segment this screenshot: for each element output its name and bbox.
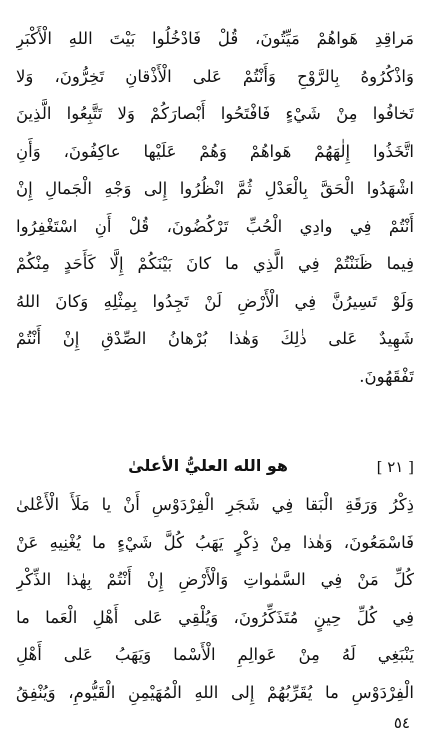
- text-line: وَلَوْ تَسِيرُنَّ فِي الْأَرْضِ لَنْ تَجِدُوا بِمِثْلِهِ وَكانَ اللهُ: [16, 291, 414, 311]
- section-heading: [16, 456, 414, 484]
- text-line: مَراقِدِ هَواهُمْ مَيِّتُونَ، قُلْ فَادْخُلُوا بَيْتَ اللهِ الْأَكْبَرِ: [16, 29, 414, 48]
- text-line: فِي كُلِّ حِينٍ مُتَذَكِّرُونَ، وَيُلْقِي عَلى أَهْلِ الْعَما ما: [16, 607, 414, 627]
- section-number: [ ٢١ ]: [376, 458, 414, 476]
- text-line: تَفْقَهُونَ.: [359, 366, 414, 386]
- text-line: شَهِيدٌ عَلى ذٰلِكَ وَهٰذا بُرْهانُ الصِّدْقِ إِنْ أَنْتُمْ: [16, 329, 414, 348]
- text-line: اشْهَدُوا الْحَقَّ بِالْعَدْلِ ثُمَّ انْظُرُوا إِلى وَجْهِ الْجَمالِ إِنْ: [16, 179, 414, 198]
- text-line: كُلِّ مَنْ فِي السَّمٰواتِ وَالْأَرْضِ إِنْ أَنْتُمْ بِهٰذا الذِّكْرِ: [16, 570, 414, 589]
- paragraph-2: [16, 486, 414, 711]
- text-line: أَنْتُمْ فِي وادِي الْحُبِّ تَرْكُضُونَ، قُلْ أَنِ اسْتَغْفِرُوا: [16, 216, 414, 236]
- text-line: ذِكْرُ وَرَقَةِ الْبَقا فِي شَجَرِ الْفِرْدَوْسِ أَنْ يا مَلَأَ الْأَعْلىٰ: [16, 495, 414, 514]
- page-number: ٥٤: [393, 714, 410, 732]
- section-title: هو الله العليُّ الأعلىٰ: [128, 456, 288, 475]
- text-line: فَاسْمَعُونَ، وَهٰذا مِنْ ذِكْرٍ يَهَبُ كُلَّ شَيْءٍ ما يُغْنِيهِ عَنْ: [16, 532, 414, 552]
- text-line: فِيما ظَنَنْتُمْ فِي الَّذِي ما كانَ بَيْنَكُمْ إِلَّا كَأَحَدٍ مِنْكُمْ: [16, 254, 414, 273]
- text-line: اتَّخَذُوا إِلٰهَهُمْ هَواهُمْ وَهُمْ عَلَيْها عاكِفُونَ، وَأَنِ: [16, 141, 414, 161]
- text-line: تَخافُوا مِنْ شَيْءٍ فَافْتَحُوا أَبْصارَكُمْ وَلا تَتَّبِعُوا الَّذِينَ: [16, 104, 414, 123]
- text-line: الْفِرْدَوْسِ ما يُقَرِّبُهُمْ إِلى اللهِ الْمُهَيْمِنِ الْقَيُّومِ، وَيُنْفِقُ: [16, 682, 414, 702]
- text-line: وَاذْكُرُوهُ بِالرَّوْحِ وَأَنْتُمْ عَلى الْأَذْقانِ تَخِرُّونَ، وَلا: [16, 66, 414, 86]
- text-line: يَنْبَغِي لَهُ مِنْ عَوالِمِ الْأَسْما وَيَهَبُ عَلى أَهْلِ: [16, 645, 414, 664]
- paragraph-1: [16, 20, 414, 395]
